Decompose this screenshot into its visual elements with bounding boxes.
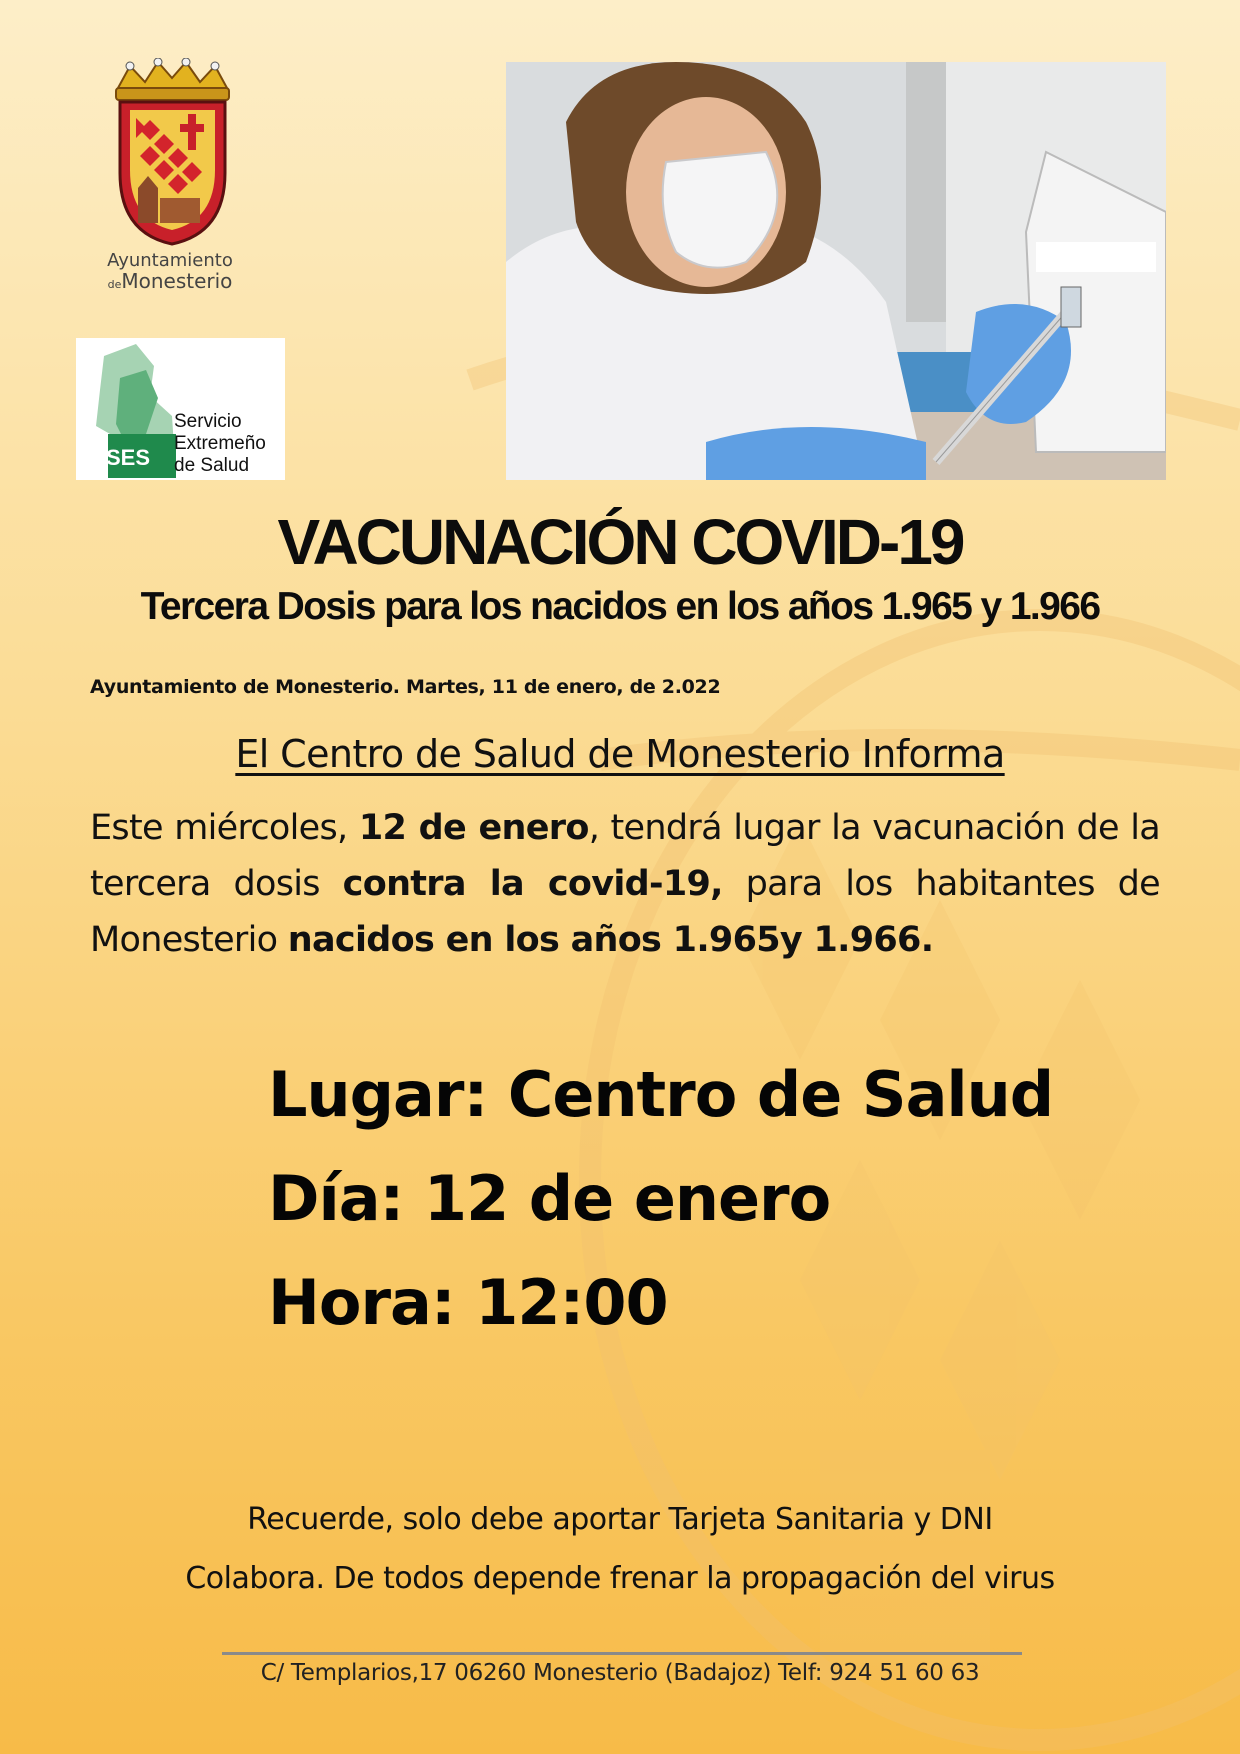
ses-line2: Extremeño xyxy=(174,433,266,454)
paragraph-bold-years: nacidos en los años 1.965y 1.966. xyxy=(287,920,934,960)
day-line: Día: 12 de enero xyxy=(268,1162,831,1235)
paragraph-text-2: , tendrá lugar la vacunación de la tercera dosis xyxy=(90,808,1160,904)
time-line: Hora: 12:00 xyxy=(268,1266,668,1339)
council-crest-logo xyxy=(100,58,245,248)
collaborate-note: Colabora. De todos depende frenar la propagación del virus xyxy=(185,1561,1055,1596)
council-line1: Ayuntamiento xyxy=(107,250,233,271)
paragraph-bold-date: 12 de enero xyxy=(358,808,589,848)
poster-title: VACUNACIÓN COVID-19 xyxy=(277,506,963,578)
paragraph-text-3: para los habitantes de Monesterio xyxy=(90,864,1160,960)
ses-line1: Servicio xyxy=(174,411,242,432)
announcement-paragraph xyxy=(90,800,1160,968)
dateline: Ayuntamiento de Monesterio. Martes, 11 de enero, de 2.022 xyxy=(90,676,721,698)
reminder-note: Recuerde, solo debe aportar Tarjeta Sanitaria y DNI xyxy=(247,1502,993,1537)
ses-abbreviation: SES xyxy=(106,445,151,470)
council-name xyxy=(80,250,260,295)
place-line: Lugar: Centro de Salud xyxy=(268,1058,1054,1131)
council-de: de xyxy=(107,278,122,291)
council-town: Monesterio xyxy=(121,269,233,293)
poster-subtitle: Tercera Dosis para los nacidos en los años 1.965 y 1.966 xyxy=(140,585,1100,628)
ses-logo xyxy=(76,338,285,480)
footer-address: C/ Templarios,17 06260 Monesterio (Badajoz) Telf: 924 51 60 63 xyxy=(260,1660,980,1686)
nurse-vaccination-photo xyxy=(506,62,1166,480)
paragraph-bold-covid: contra la covid-19, xyxy=(342,864,723,904)
footer-divider xyxy=(222,1652,1022,1655)
section-heading: El Centro de Salud de Monesterio Informa xyxy=(235,732,1005,776)
paragraph-text-1: Este miércoles, xyxy=(90,808,359,848)
ses-line3: de Salud xyxy=(174,455,250,476)
